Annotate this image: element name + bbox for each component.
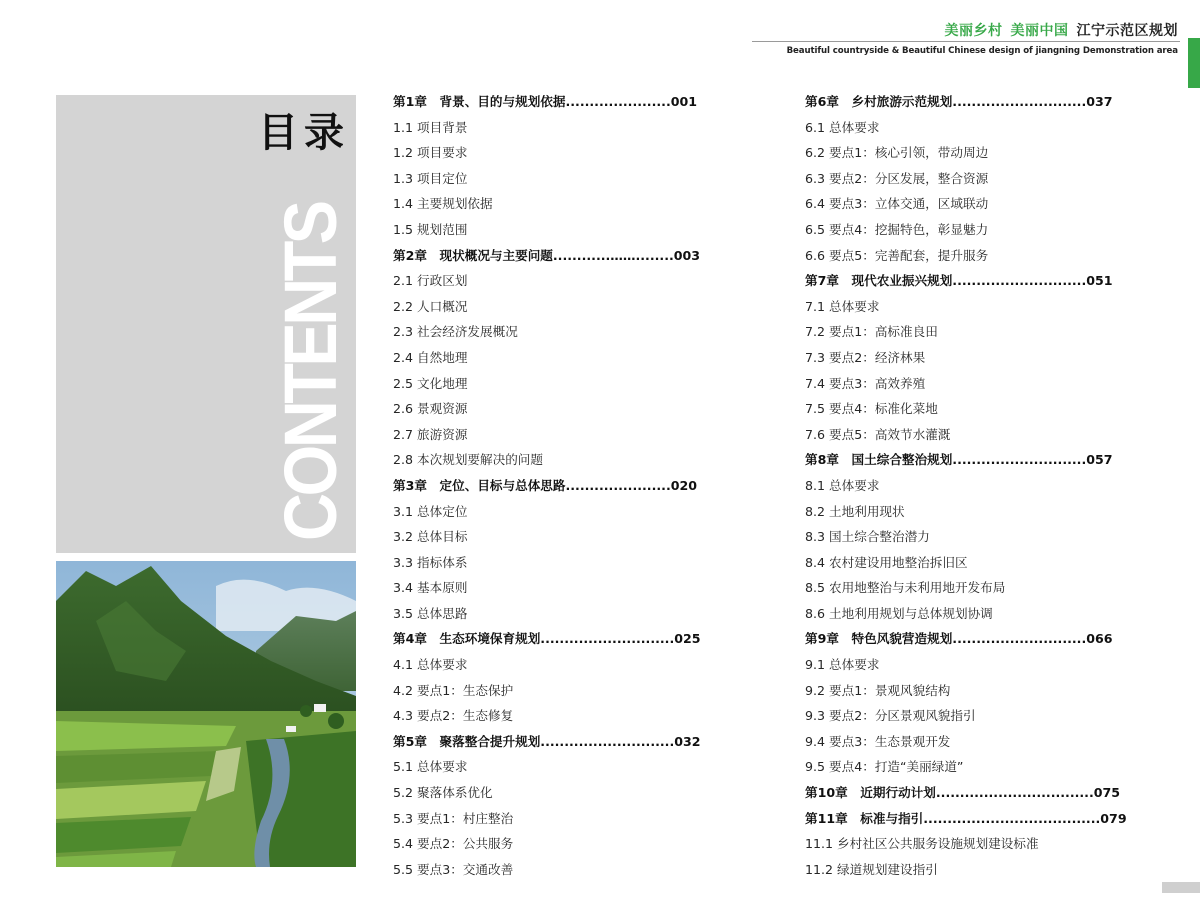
toc-section[interactable]: 3.2 总体目标	[393, 529, 468, 545]
toc-section[interactable]: 6.6 要点5：完善配套，提升服务	[805, 247, 989, 263]
header-subtitle: Beautiful countryside & Beautiful Chinese design of jiangning Demonstration area	[786, 46, 1178, 56]
toc-section[interactable]: 9.5 要点4：打造“美丽绿道”	[805, 759, 964, 775]
toc-chapter-10[interactable]: 第10章 近期行动计划.................................075	[805, 785, 1121, 801]
header-title	[945, 20, 1179, 40]
toc-section[interactable]: 1.4 主要规划依据	[393, 196, 493, 212]
toc-section[interactable]: 8.2 土地利用现状	[805, 503, 905, 519]
toc-section[interactable]: 2.4 自然地理	[393, 349, 468, 365]
toc-section[interactable]: 1.2 项目要求	[393, 145, 468, 161]
toc-left-column	[393, 92, 723, 885]
mountain-valley-photo-icon	[56, 561, 356, 867]
toc-chapter-2[interactable]: 第2章 现状概况与主要问题............……........003	[393, 247, 701, 263]
toc-chapter-9[interactable]: 第9章 特色风貌营造规划............................066	[805, 631, 1113, 647]
toc-section[interactable]: 7.5 要点4：标准化菜地	[805, 401, 938, 417]
toc-section[interactable]: 6.3 要点2：分区发展，整合资源	[805, 170, 989, 186]
toc-chapter-3[interactable]: 第3章 定位、目标与总体思路......................020	[393, 477, 698, 493]
toc-section[interactable]: 3.3 指标体系	[393, 554, 468, 570]
toc-section[interactable]: 3.4 基本原则	[393, 580, 468, 596]
toc-section[interactable]: 11.2 绿道规划建设指引	[805, 861, 938, 877]
toc-section[interactable]: 4.1 总体要求	[393, 657, 468, 673]
toc-section[interactable]: 2.3 社会经济发展概况	[393, 324, 518, 340]
toc-section[interactable]: 5.3 要点1：村庄整治	[393, 810, 514, 826]
contents-vertical-word: CONTENTS	[269, 203, 352, 542]
toc-section[interactable]: 2.1 行政区划	[393, 273, 468, 289]
toc-chapter-5[interactable]: 第5章 聚落整合提升规划............................032	[393, 733, 701, 749]
toc-section[interactable]: 8.4 农村建设用地整治拆旧区	[805, 554, 968, 570]
page-title: 目录	[258, 110, 350, 156]
toc-section[interactable]: 5.4 要点2：公共服务	[393, 836, 514, 852]
toc-section[interactable]: 1.5 规划范围	[393, 221, 468, 237]
header-title-part1: 美丽乡村	[944, 23, 1003, 39]
toc-section[interactable]: 5.5 要点3：交通改善	[393, 861, 514, 877]
toc-section[interactable]: 8.3 国土综合整治潜力	[805, 529, 930, 545]
toc-section[interactable]: 2.5 文化地理	[393, 375, 468, 391]
toc-chapter-11[interactable]: 第11章 标准与指引.....................................079	[805, 810, 1127, 826]
toc-chapter-7[interactable]: 第7章 现代农业振兴规划............................051	[805, 273, 1113, 289]
toc-section[interactable]: 2.6 景观资源	[393, 401, 468, 417]
toc-section[interactable]: 7.1 总体要求	[805, 298, 880, 314]
toc-chapter-4[interactable]: 第4章 生态环境保育规划............................025	[393, 631, 701, 647]
landscape-photo	[56, 561, 356, 867]
toc-section[interactable]: 1.1 项目背景	[393, 119, 468, 135]
toc-section[interactable]: 11.1 乡村社区公共服务设施规划建设标准	[805, 836, 1039, 852]
page-header	[0, 0, 1200, 70]
toc-chapter-1[interactable]: 第1章 背景、目的与规划依据......................001	[393, 94, 698, 109]
toc-section[interactable]: 8.6 土地利用规划与总体规划协调	[805, 605, 993, 621]
toc-section[interactable]: 7.2 要点1：高标准良田	[805, 324, 938, 340]
toc-right-column	[805, 92, 1135, 885]
page-footer-marker	[1162, 882, 1200, 893]
toc-section[interactable]: 9.1 总体要求	[805, 657, 880, 673]
header-divider	[752, 41, 1180, 42]
toc-section[interactable]: 9.2 要点1：景观风貌结构	[805, 682, 951, 698]
toc-section[interactable]: 3.1 总体定位	[393, 503, 468, 519]
toc-section[interactable]: 6.2 要点1：核心引领，带动周边	[805, 145, 989, 161]
header-title-part3: 江宁示范区规划	[1076, 23, 1178, 39]
header-accent-tab	[1188, 38, 1200, 88]
toc-section[interactable]: 7.6 要点5：高效节水灌溉	[805, 426, 951, 442]
toc-section[interactable]: 2.8 本次规划要解决的问题	[393, 452, 543, 468]
toc-section[interactable]: 4.3 要点2：生态修复	[393, 708, 514, 724]
toc-section[interactable]: 7.4 要点3：高效养殖	[805, 375, 926, 391]
toc-section[interactable]: 9.4 要点3：生态景观开发	[805, 733, 951, 749]
toc-section[interactable]: 6.4 要点3：立体交通，区域联动	[805, 196, 989, 212]
toc-section[interactable]: 7.3 要点2：经济林果	[805, 349, 926, 365]
toc-chapter-6[interactable]: 第6章 乡村旅游示范规划............................037	[805, 94, 1113, 109]
toc-section[interactable]: 6.5 要点4：挖掘特色，彰显魅力	[805, 221, 989, 237]
toc-section[interactable]: 6.1 总体要求	[805, 119, 880, 135]
toc-section[interactable]: 8.1 总体要求	[805, 477, 880, 493]
toc-chapter-8[interactable]: 第8章 国土综合整治规划............................057	[805, 452, 1113, 468]
toc-section[interactable]: 4.2 要点1：生态保护	[393, 682, 514, 698]
toc-section[interactable]: 2.2 人口概况	[393, 298, 468, 314]
toc-section[interactable]: 8.5 农用地整治与未利用地开发布局	[805, 580, 1006, 596]
toc-section[interactable]: 9.3 要点2：分区景观风貌指引	[805, 708, 976, 724]
toc-section[interactable]: 1.3 项目定位	[393, 170, 468, 186]
toc-section[interactable]: 3.5 总体思路	[393, 605, 468, 621]
toc-section[interactable]: 5.2 聚落体系优化	[393, 785, 493, 801]
toc-section[interactable]: 2.7 旅游资源	[393, 426, 468, 442]
header-title-part2: 美丽中国	[1010, 23, 1069, 39]
toc-section[interactable]: 5.1 总体要求	[393, 759, 468, 775]
